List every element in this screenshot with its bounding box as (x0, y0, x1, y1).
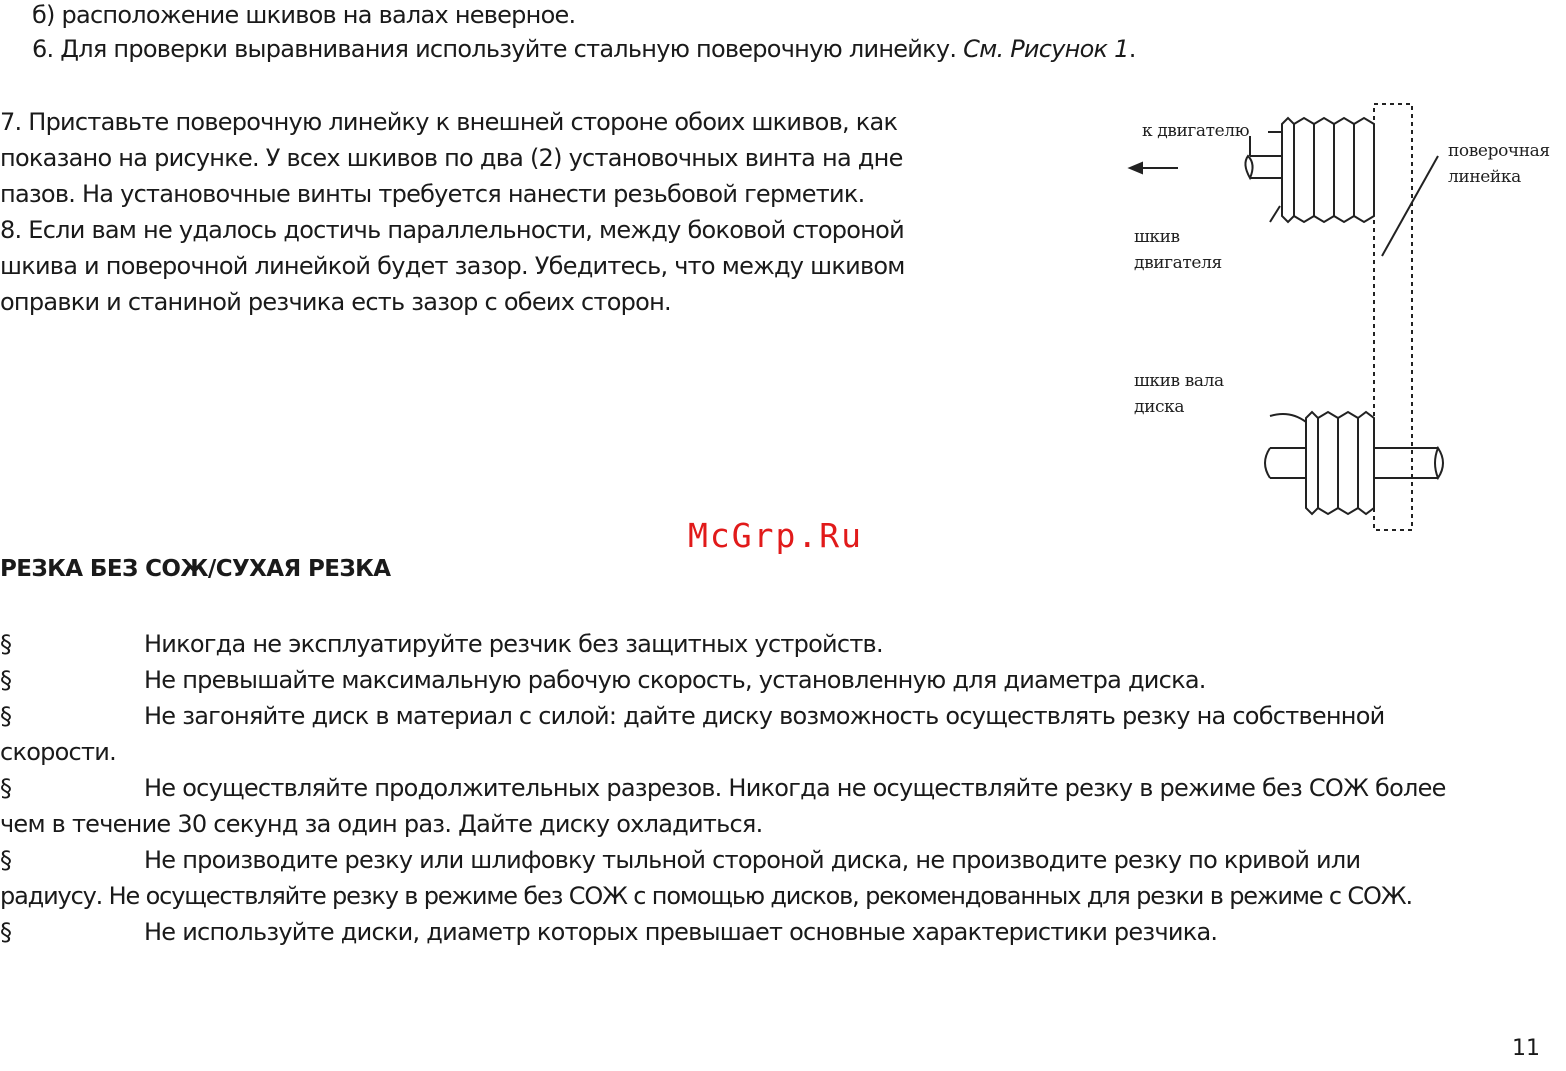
list-item (0, 662, 1566, 698)
section-symbol: § (0, 702, 12, 730)
step7-line: 7. Приставьте поверочную линейку к внешней стороне обоих шкивов, как (0, 108, 898, 136)
bullet-text: Не превышайте максимальную рабочую скорость, установленную для диаметра диска. (144, 666, 1206, 694)
label-motor-pulley-line1: шкив (1134, 227, 1180, 247)
section-symbol: § (0, 630, 12, 658)
arbor-shaft-right-end (1435, 448, 1443, 478)
intro-line-b: б) расположение шкивов на валах неверное. (32, 1, 576, 29)
list-item (0, 698, 1566, 770)
section-symbol: § (0, 918, 12, 946)
label-straightedge-line2: линейка (1448, 167, 1521, 187)
bullet-text: Не осуществляйте продолжительных разрезов. Никогда не осуществляйте резку в режиме без СОЖ более (144, 774, 1446, 802)
watermark: McGrp.Ru (688, 516, 863, 555)
label-arbor-pulley-line1: шкив вала (1134, 371, 1224, 391)
list-item (0, 842, 1566, 914)
section-symbol: § (0, 846, 12, 874)
step8-line: шкива и поверочной линейкой будет зазор. Убедитесь, что между шкивом (0, 252, 905, 280)
section-heading: РЕЗКА БЕЗ СОЖ/СУХАЯ РЕЗКА (0, 556, 391, 582)
arbor-shaft-left-end (1265, 448, 1270, 478)
label-motor-pulley (1134, 224, 1222, 276)
intro-line-6 (32, 32, 1136, 66)
step8-line: оправки и станиной резчика есть зазор с обеих сторон. (0, 288, 671, 316)
step8-line: 8. Если вам не удалось достичь параллельности, между боковой стороной (0, 216, 904, 244)
section-symbol: § (0, 666, 12, 694)
motor-pulley-grooves (1282, 118, 1374, 222)
step7-line: пазов. На установочные винты требуется нанести резьбовой герметик. (0, 180, 865, 208)
label-motor-pulley-line2: двигателя (1134, 253, 1222, 273)
figure-reference: См. Рисунок 1 (963, 35, 1129, 63)
safety-bullet-list (0, 626, 1566, 950)
label-straightedge-line1: поверочная (1448, 141, 1550, 161)
list-item (0, 626, 1566, 662)
arrow-left-icon (1130, 163, 1178, 173)
bullet-text: Не загоняйте диск в материал с силой: дайте диску возможность осуществлять резку на собственной (144, 702, 1385, 730)
label-arbor-pulley (1134, 368, 1224, 420)
label-straightedge (1448, 138, 1550, 190)
page-number: 11 (1512, 1036, 1540, 1061)
bullet-text: Никогда не эксплуатируйте резчик без защитных устройств. (144, 630, 883, 658)
list-item (0, 914, 1566, 950)
bullet-text-continued: радиусу. Не осуществляйте резку в режиме без СОЖ с помощью дисков, рекомендованных для резки в режиме с СОЖ. (0, 882, 1412, 910)
bullet-text: Не производите резку или шлифовку тыльной стороной диска, не производите резку по кривой или (144, 846, 1361, 874)
list-item (0, 770, 1566, 842)
bullet-text: Не используйте диски, диаметр которых превышает основные характеристики резчика. (144, 918, 1218, 946)
pulley-alignment-figure (1120, 96, 1566, 546)
label-arbor-pulley-line2: диска (1134, 397, 1185, 417)
motor-shaft-end (1245, 156, 1252, 178)
bullet-text-continued: чем в течение 30 секунд за один раз. Дайте диску охладиться. (0, 810, 763, 838)
section-symbol: § (0, 774, 12, 802)
instructions-block (0, 104, 990, 320)
intro-line-6-end: . (1128, 35, 1136, 63)
straightedge-outline (1374, 104, 1412, 530)
bullet-text-continued: скорости. (0, 738, 116, 766)
arbor-pulley-grooves (1306, 412, 1374, 514)
intro-line-6-text: 6. Для проверки выравнивания используйте стальную поверочную линейку. (32, 35, 964, 63)
label-motor: к двигателю (1142, 121, 1250, 141)
step7-line: показано на рисунке. У всех шкивов по два (2) установочных винта на дне (0, 144, 903, 172)
